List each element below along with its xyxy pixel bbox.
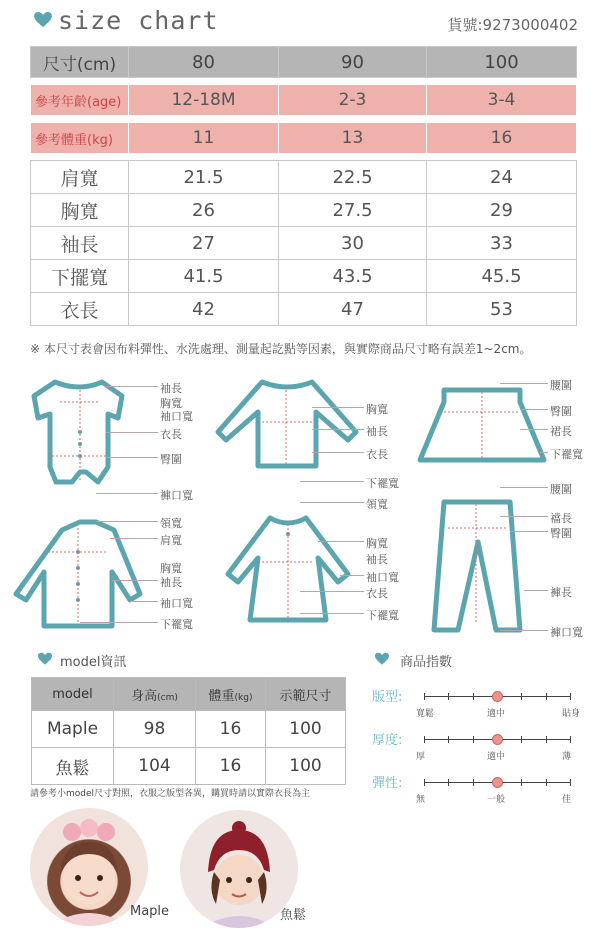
index-tick [521, 736, 522, 743]
table-cell: 16 [196, 711, 266, 748]
diagram-label: 臀圍 [550, 405, 572, 418]
table-cell: 26 [129, 194, 279, 227]
index-tick [546, 779, 547, 786]
table-cell: 42 [129, 293, 279, 326]
sku-number: 貨號:9273000402 [447, 16, 578, 34]
index-tick [473, 736, 474, 743]
table-cell: 22.5 [279, 161, 427, 194]
model-name: Maple [32, 711, 114, 748]
table-cell: 16 [196, 748, 266, 785]
diagram-label: 袖口寬 [366, 571, 399, 584]
size-note: ※ 本尺寸表會因布料彈性、水洗處理、測量起訖點等因素，與實際商品尺寸略有誤差1~2cm。 [30, 342, 532, 356]
index-tick [570, 779, 571, 786]
index-marker [492, 691, 503, 702]
index-scale-label: 寬鬆 [416, 709, 435, 719]
diagram-label: 腰圍 [550, 379, 572, 392]
diagram-label: 袖長 [366, 425, 388, 438]
diagram-label: 下襬寬 [550, 448, 583, 461]
diagram-label: 衣長 [366, 448, 388, 461]
index-tick [424, 779, 425, 786]
table-row [31, 194, 577, 227]
index-tick [521, 693, 522, 700]
heart-icon [34, 12, 52, 28]
table-cell: 12-18M [129, 85, 279, 116]
index-key: 版型: [372, 690, 403, 705]
index-tick [570, 736, 571, 743]
index-tick [570, 693, 571, 700]
table-cell: 104 [114, 748, 196, 785]
table-row [31, 293, 577, 326]
index-marker [492, 734, 503, 745]
index-key: 彈性: [372, 776, 403, 791]
diagram-label: 胸寬 [366, 537, 388, 550]
diagram-label: 衣長 [366, 587, 388, 600]
table-cell: 27 [129, 227, 279, 260]
diagram-label: 領寬 [160, 517, 182, 530]
diagram-label: 袖口寬 [160, 597, 193, 610]
diagram-label: 袖長 [160, 576, 182, 589]
heart-icon [375, 652, 389, 666]
index-tick [424, 693, 425, 700]
diagram-label: 袖長 [366, 553, 388, 566]
row-label: 參考年齡(age) [31, 85, 129, 116]
index-scale-label: 一般 [487, 795, 506, 805]
height-label: 身高 [131, 688, 158, 704]
diagram-label: 下襬寬 [366, 477, 399, 490]
table-cell: 53 [427, 293, 577, 326]
diagram-label: 臀圍 [550, 527, 572, 540]
table-cell: 100 [266, 748, 346, 785]
weight-unit: (kg) [234, 692, 253, 703]
diagram-label: 腰圍 [550, 483, 572, 496]
diagram-label: 下襬寬 [160, 618, 193, 631]
table-cell: 3-4 [427, 85, 577, 116]
table-cell: 100 [266, 711, 346, 748]
index-scale-label: 無 [416, 795, 426, 805]
header-cell: 90 [279, 47, 427, 78]
model-name: 魚鬆 [32, 748, 114, 785]
model-table [31, 677, 346, 785]
row-label: 下擺寬 [31, 260, 129, 293]
diagram-label: 褲長 [550, 586, 572, 599]
model-name-label: 魚鬆 [280, 908, 307, 923]
index-tick [448, 779, 449, 786]
diagram-label: 袖口寬 [160, 410, 193, 423]
table-cell: 98 [114, 711, 196, 748]
raglan-outline [218, 382, 356, 466]
table-cell: 45.5 [427, 260, 577, 293]
index-marker [492, 777, 503, 788]
header-cell: 尺寸(cm) [31, 47, 129, 78]
size-header-row [31, 47, 577, 78]
table-row [31, 260, 577, 293]
row-label: 參考體重(kg) [31, 123, 129, 154]
index-scale-label: 適中 [487, 752, 506, 762]
index-scale-label: 薄 [562, 752, 572, 762]
table-cell: 2-3 [279, 85, 427, 116]
index-tick [424, 736, 425, 743]
row-label: 袖長 [31, 227, 129, 260]
index-scale-label: 厚 [416, 752, 426, 762]
table-cell: 21.5 [129, 161, 279, 194]
index-scale-label: 適中 [487, 709, 506, 719]
table-cell: 30 [279, 227, 427, 260]
diagram-label: 襠長 [550, 512, 572, 525]
index-tick [473, 779, 474, 786]
diagram-label: 領寬 [366, 498, 388, 511]
table-cell: 24 [427, 161, 577, 194]
row-label: 胸寬 [31, 194, 129, 227]
weight-label: 體重 [208, 688, 235, 704]
index-key: 厚度: [372, 733, 403, 748]
row-label: 肩寬 [31, 161, 129, 194]
index-tick [521, 779, 522, 786]
diagram-label: 衣長 [160, 428, 182, 441]
diagram-label: 褲口寬 [160, 489, 193, 502]
table-cell: 47 [279, 293, 427, 326]
pants-outline [434, 502, 520, 630]
model-header-row [32, 678, 346, 711]
diagram-label: 下襬寬 [366, 609, 399, 622]
index-tick [448, 693, 449, 700]
weight-row [31, 123, 577, 154]
header-cell: 100 [427, 47, 577, 78]
index-tick [448, 736, 449, 743]
index-tick [546, 736, 547, 743]
table-row [32, 748, 346, 785]
index-section-title: 商品指數 [400, 655, 453, 670]
table-cell: 16 [427, 123, 577, 154]
table-cell: 11 [129, 123, 279, 154]
table-row [32, 711, 346, 748]
diagram-label: 胸寬 [366, 403, 388, 416]
header-cell: 80 [129, 47, 279, 78]
table-cell: 27.5 [279, 194, 427, 227]
row-label: 衣長 [31, 293, 129, 326]
model-note: 請參考小model尺寸對照，衣服之版型各異，購買時請以實際衣長為主 [30, 789, 311, 799]
index-scale-label: 佳 [562, 795, 572, 805]
age-row [31, 85, 577, 116]
diagram-label: 肩寬 [160, 534, 182, 547]
model-name-label: Maple [130, 904, 170, 919]
heart-icon [38, 652, 52, 666]
index-tick [546, 693, 547, 700]
table-row [31, 161, 577, 194]
index-tick [473, 693, 474, 700]
header-cell: 示範尺寸 [266, 678, 346, 711]
table-row [31, 227, 577, 260]
height-unit: (cm) [157, 692, 178, 703]
header-cell [196, 678, 266, 711]
diagram-label: 胸寬 [160, 397, 182, 410]
table-cell: 41.5 [129, 260, 279, 293]
table-cell: 43.5 [279, 260, 427, 293]
table-cell: 29 [427, 194, 577, 227]
table-cell: 13 [279, 123, 427, 154]
page-title: size chart [58, 6, 219, 35]
diagram-label: 臀圍 [160, 453, 182, 466]
diagram-label: 褲口寬 [550, 626, 583, 639]
header-cell [114, 678, 196, 711]
diagram-label: 裙長 [550, 425, 572, 438]
diagram-label: 袖長 [160, 382, 182, 395]
header-cell: model [32, 678, 114, 711]
diagram-label: 胸寬 [160, 562, 182, 575]
model-section-title: model資訊 [60, 655, 127, 670]
table-cell: 33 [427, 227, 577, 260]
size-table [30, 46, 577, 326]
index-scale-label: 貼身 [562, 709, 581, 719]
